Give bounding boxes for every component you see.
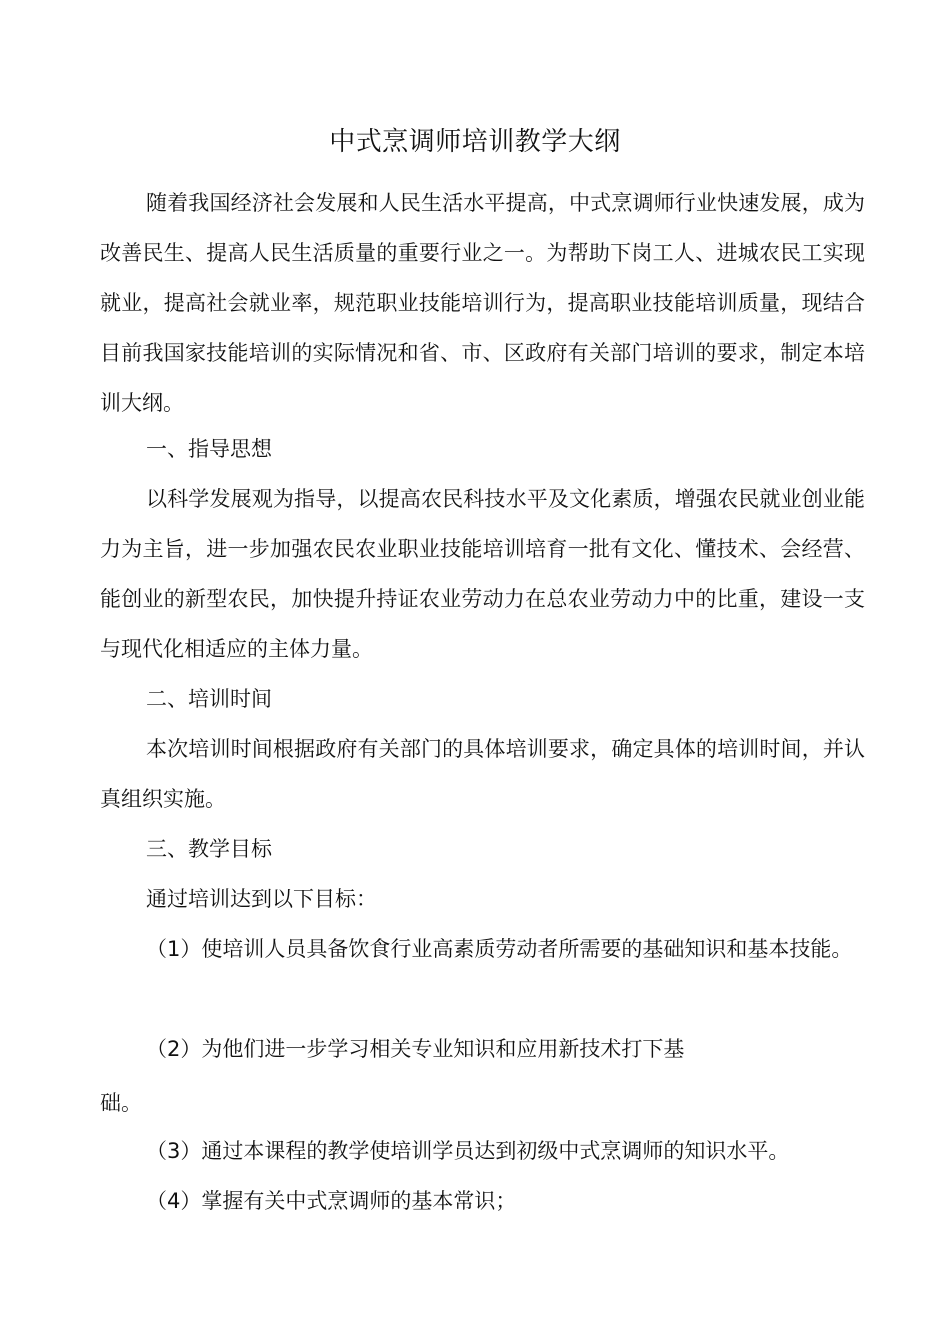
document-title: 中式烹调师培训教学大纲 <box>329 127 621 157</box>
guiding-ideology-paragraph: 以科学发展观为指导，以提高农民科技水平及文化素质，增强农民就业创业能力为主旨，进一步加强农民农业职业技能培训培育一批有文化、懂技术、会经营、能创业的新型农民，加快提升持证农业劳动力在总农业劳动力中的比重，建设一支与现代化相适应的主体力量。 <box>100 487 865 661</box>
teaching-goals-lead: 通过培训达到以下目标： <box>146 887 377 911</box>
goal-item-1: （1）使培训人员具备饮食行业高素质劳动者所需要的基础知识和基本技能。 <box>146 937 853 961</box>
goal-item-2-line-2: 础。 <box>100 1091 142 1115</box>
goal-item-4: （4）掌握有关中式烹调师的基本常识； <box>146 1189 517 1213</box>
training-time-paragraph: 本次培训时间根据政府有关部门的具体培训要求，确定具体的培训时间，并认真组织实施。 <box>100 737 865 811</box>
section-heading-training-time: 二、培训时间 <box>146 687 272 711</box>
goal-item-2-line-1: （2）为他们进一步学习相关专业知识和应用新技术打下基 <box>146 1037 685 1061</box>
goal-item-3: （3）通过本课程的教学使培训学员达到初级中式烹调师的知识水平。 <box>146 1139 790 1163</box>
intro-paragraph: 随着我国经济社会发展和人民生活水平提高，中式烹调师行业快速发展，成为改善民生、提高人民生活质量的重要行业之一。为帮助下岗工人、进城农民工实现就业，提高社会就业率，规范职业技能培训行为，提高职业技能培训质量，现结合目前我国家技能培训的实际情况和省、市、区政府有关部门培训的要求，制定本培训大纲。 <box>100 191 865 415</box>
section-heading-guiding-ideology: 一、指导思想 <box>146 437 272 461</box>
section-heading-teaching-goals: 三、教学目标 <box>146 837 272 861</box>
